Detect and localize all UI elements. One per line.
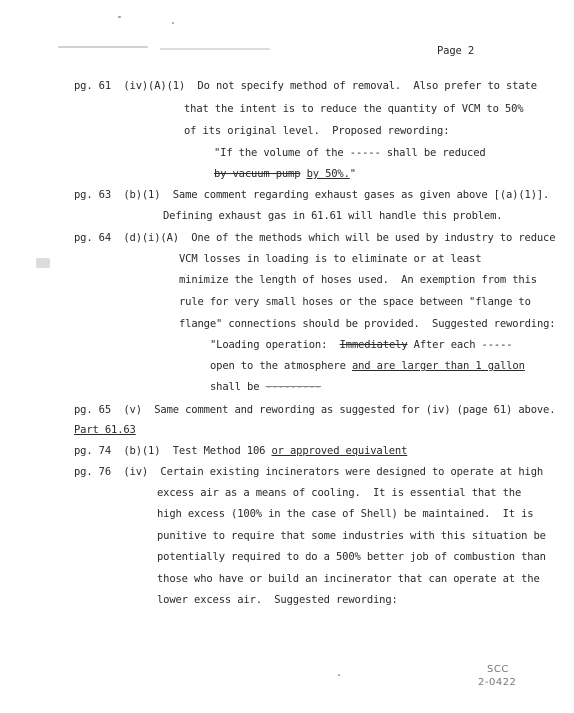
text-run: open to the atmosphere	[210, 360, 352, 372]
text-line: minimize the length of hoses used. An exemption from this	[179, 274, 537, 286]
text-line: rule for very small hoses or the space between "flange to	[179, 296, 531, 308]
underlined-text: and are larger than 1 gallon	[351, 360, 525, 372]
scan-speck	[58, 46, 148, 48]
text-line: pg. 64 (d)(i)(A) One of the methods which will be used by industry to reduce	[74, 232, 556, 244]
text-line	[210, 360, 525, 373]
text-line: of its original level. Proposed rewording:	[184, 125, 450, 137]
scan-speck	[118, 16, 121, 18]
text-run: pg. 74 (b)(1) Test Method 106	[74, 445, 272, 457]
struck-text: ---------	[265, 381, 322, 393]
underlined-text: or approved equivalent	[271, 445, 408, 457]
struck-text: by vacuum pump	[214, 168, 301, 180]
scan-speck	[338, 674, 340, 676]
section-heading: Part 61.63	[74, 424, 136, 436]
scan-speck	[160, 48, 270, 50]
text-run: After each -----	[407, 339, 513, 351]
scan-speck	[36, 258, 50, 268]
text-line: potentially required to do a 500% better job of combustion than	[157, 551, 546, 563]
text-line	[210, 339, 512, 352]
text-line: pg. 65 (v) Same comment and rewording as suggested for (iv) (page 61) above.	[74, 404, 556, 416]
text-line: those who have or build an incinerator that can operate at the	[157, 573, 540, 585]
underlined-text: by 50%.	[306, 168, 350, 180]
scan-speck	[172, 22, 174, 24]
struck-text: Immediately	[339, 339, 408, 351]
text-line: excess air as a means of cooling. It is essential that the	[157, 487, 522, 499]
document-stamp: 2-0422	[478, 677, 517, 688]
text-line: high excess (100% in the case of Shell) be maintained. It is	[157, 508, 534, 520]
text-line: pg. 63 (b)(1) Same comment regarding exhaust gases as given above [(a)(1)].	[74, 189, 550, 201]
text-line: VCM losses in loading is to eliminate or at least	[179, 253, 482, 265]
quote-mark: "	[349, 168, 356, 180]
text-run: "Loading operation:	[210, 339, 340, 351]
text-line: flange" connections should be provided. Suggested rewording:	[179, 318, 556, 330]
page-number: Page 2	[437, 45, 475, 57]
text-line: punitive to require that some industries with this situation be	[157, 530, 546, 542]
text-line	[210, 381, 321, 394]
text-line	[214, 168, 356, 181]
text-run: shall be	[210, 381, 266, 393]
text-line: pg. 76 (iv) Certain existing incinerators were designed to operate at high	[74, 466, 544, 478]
text-line: lower excess air. Suggested rewording:	[157, 594, 398, 606]
text-line: "If the volume of the ----- shall be reduced	[214, 147, 486, 159]
text-line: that the intent is to reduce the quantity of VCM to 50%	[184, 103, 524, 115]
text-line: pg. 61 (iv)(A)(1) Do not specify method of removal. Also prefer to state	[74, 80, 537, 92]
text-line	[74, 445, 407, 458]
document-stamp: SCC	[487, 664, 509, 675]
text-line: Defining exhaust gas in 61.61 will handle this problem.	[163, 210, 503, 222]
